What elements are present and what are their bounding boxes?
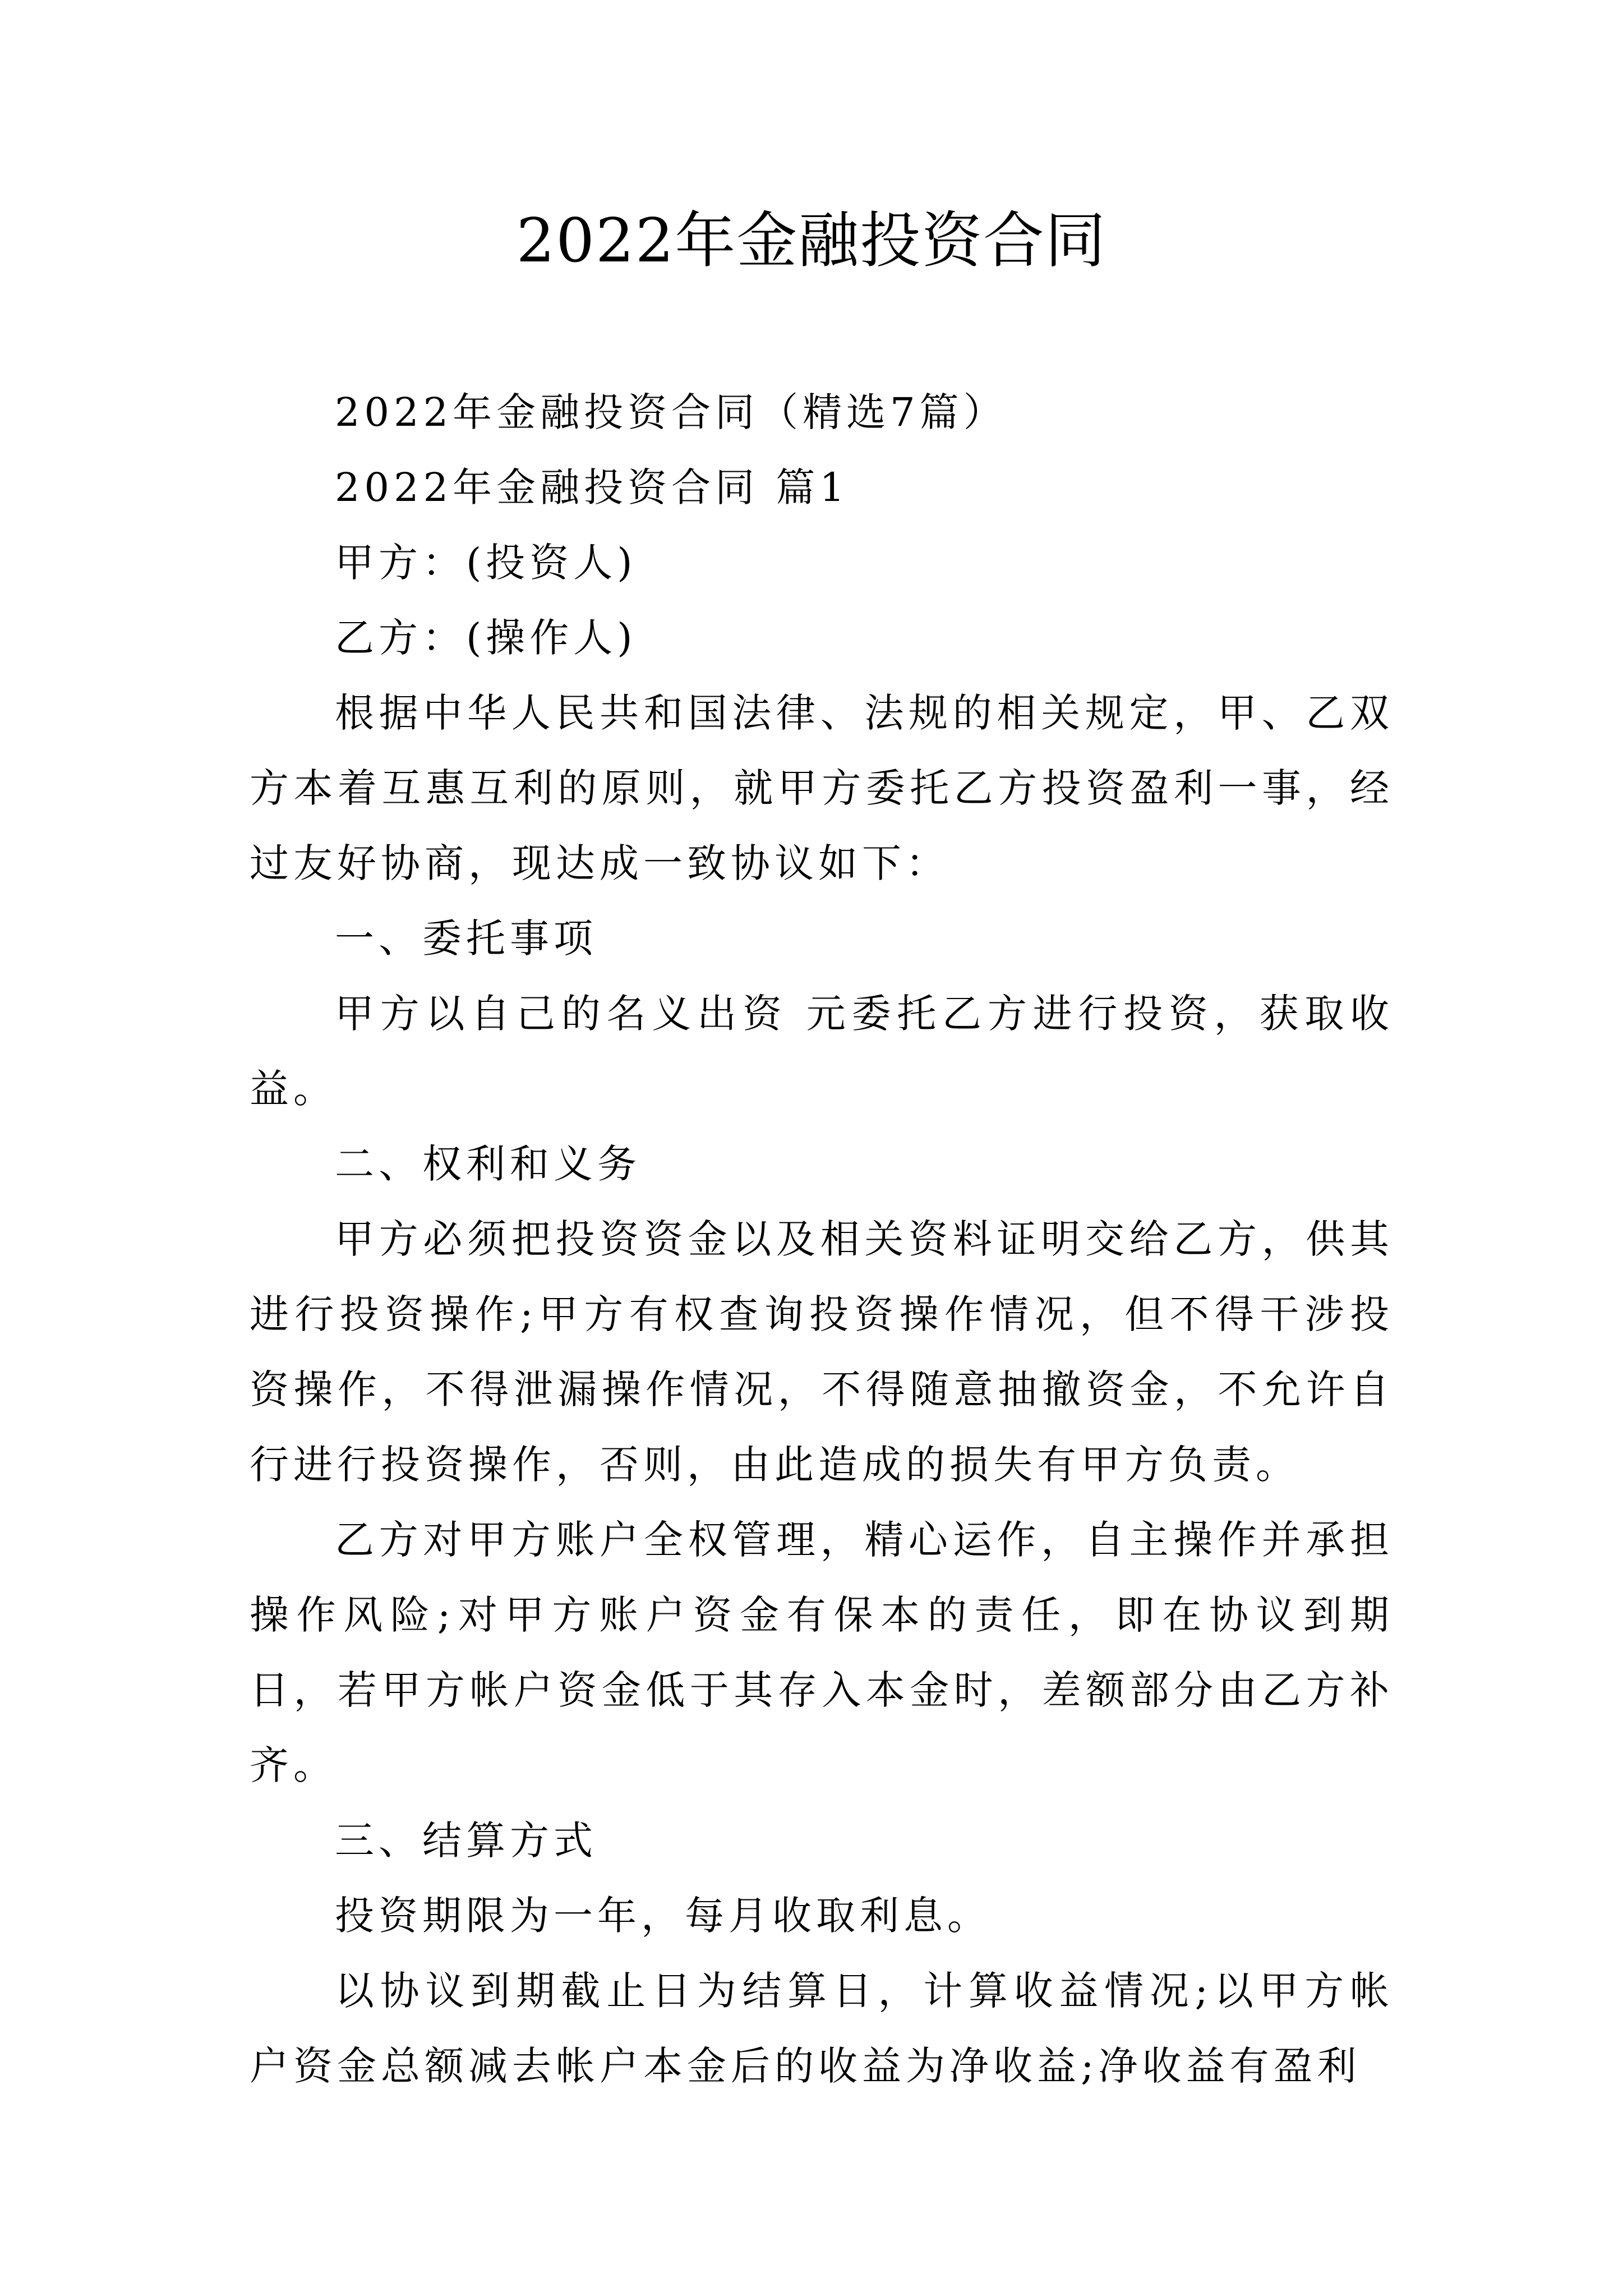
document-title: 2022年金融投资合同 — [516, 206, 1107, 276]
paragraph-party-a: 甲方：(投资人) — [335, 540, 637, 586]
paragraph-party-b: 乙方：(操作人) — [335, 615, 637, 661]
section-heading-rights-duties: 二、权利和义务 — [335, 1141, 641, 1187]
paragraph-investment-term: 投资期限为一年，每月收取利息。 — [335, 1893, 991, 1939]
section-heading-settlement: 三、结算方式 — [335, 1818, 597, 1864]
paragraph-party-a-duties: 甲方必须把投资资金以及相关资料证明交给乙方，供其进行投资操作;甲方有权查询投资操作情况，但不得干涉投资操作，不得泄漏操作情况，不得随意抽撤资金，不允许自行进行投资操作，否则，由此造成的损失有甲方负责。 — [250, 1216, 1394, 1488]
paragraph-article-heading: 2022年金融投资合同 篇1 — [335, 464, 849, 510]
section-heading-entrustment: 一、委托事项 — [335, 915, 597, 961]
paragraph-party-b-duties: 乙方对甲方账户全权管理，精心运作，自主操作并承担操作风险;对甲方账户资金有保本的责任，即在协议到期日，若甲方帐户资金低于其存入本金时，差额部分由乙方补齐。 — [250, 1517, 1394, 1788]
paragraph-collection-heading: 2022年金融投资合同（精选7篇） — [335, 389, 1007, 435]
document-body — [250, 375, 1394, 2104]
paragraph-settlement-method: 以协议到期截止日为结算日，计算收益情况;以甲方帐户资金总额减去帐户本金后的收益为净收益;净收益有盈利 — [250, 1968, 1394, 2089]
paragraph-entrustment: 甲方以自己的名义出资 元委托乙方进行投资，获取收益。 — [250, 991, 1394, 1112]
paragraph-preamble: 根据中华人民共和国法律、法规的相关规定，甲、乙双方本着互惠互利的原则，就甲方委托乙方投资盈利一事，经过友好协商，现达成一致协议如下： — [250, 690, 1394, 886]
